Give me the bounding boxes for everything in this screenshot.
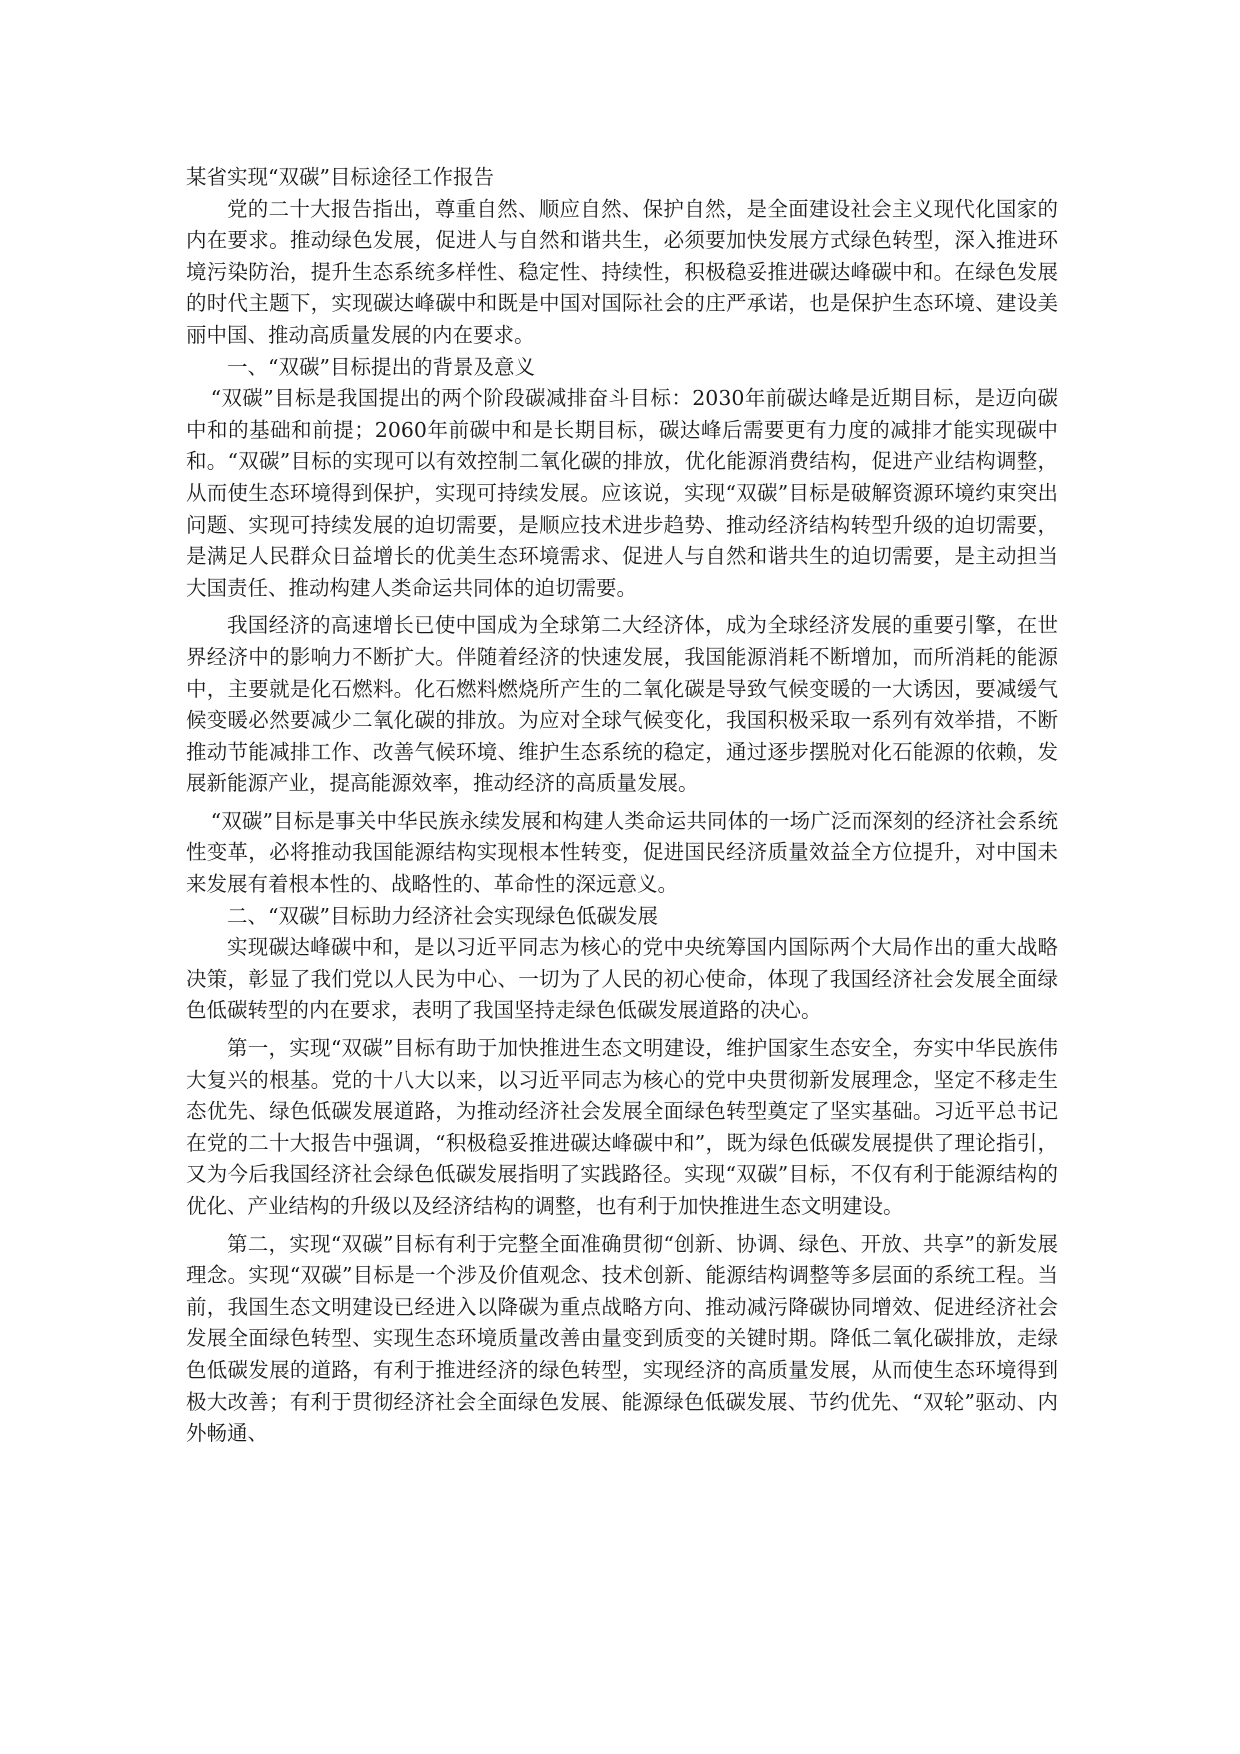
- paragraph-significance: “双碳”目标是事关中华民族永续发展和构建人类命运共同体的一场广泛而深刻的经济社会系统性变革，必将推动我国能源结构实现根本性转变，促进国民经济质量效益全方位提升，对中国未来发展有着根本性的、战略性的、革命性的深远意义。: [186, 808, 1058, 897]
- document-title: 某省实现“双碳”目标途径工作报告: [186, 165, 494, 189]
- paragraph-second: 第二，实现“双碳”目标有利于完整全面准确贯彻“创新、协调、绿色、开放、共享”的新发展理念。实现“双碳”目标是一个涉及价值观念、技术创新、能源结构调整等多层面的系统工程。当前，我国生态文明建设已经进入以降碳为重点战略方向、推动减污降碳协同增效、促进经济社会发展全面绿色转型、实现生态环境质量改善由量变到质变的关键时期。降低二氧化碳排放，走绿色低碳发展的道路，有利于推进经济的绿色转型，实现经济的高质量发展，从而使生态环境得到极大改善；有利于贯彻经济社会全面绿色发展、能源绿色低碳发展、节约优先、“双轮”驱动、内外畅通、: [186, 1231, 1058, 1446]
- paragraph-first: 第一，实现“双碳”目标有助于加快推进生态文明建设，维护国家生态安全，夯实中华民族伟大复兴的根基。党的十八大以来，以习近平同志为核心的党中央贯彻新发展理念，坚定不移走生态优先、绿色低碳发展道路，为推动经济社会发展全面绿色转型奠定了坚实基础。习近平总书记在党的二十大报告中强调，“积极稳妥推进碳达峰碳中和”，既为绿色低碳发展提供了理论指引，又为今后我国经济社会绿色低碳发展指明了实践路径。实现“双碳”目标，不仅有利于能源结构的优化、产业结构的升级以及经济结构的调整，也有利于加快推进生态文明建设。: [186, 1036, 1058, 1218]
- paragraph-background: “双碳”目标是我国提出的两个阶段碳减排奋斗目标：2030年前碳达峰是近期目标，是迈向碳中和的基础和前提；2060年前碳中和是长期目标，碳达峰后需要更有力度的减排才能实现碳中和。“双碳”目标的实现可以有效控制二氧化碳的排放，优化能源消费结构，促进产业结构调整，从而使生态环境得到保护，实现可持续发展。应该说，实现“双碳”目标是破解资源环境约束突出问题、实现可持续发展的迫切需要，是顺应技术进步趋势、推动经济结构转型升级的迫切需要，是满足人民群众日益增长的优美生态环境需求、促进人与自然和谐共生的迫切需要，是主动担当大国责任、推动构建人类命运共同体的迫切需要。: [186, 386, 1058, 600]
- paragraph-strategy: 实现碳达峰碳中和，是以习近平同志为核心的党中央统筹国内国际两个大局作出的重大战略决策，彰显了我们党以人民为中心、一切为了人民的初心使命，体现了我国经济社会发展全面绿色低碳转型的内在要求，表明了我国坚持走绿色低碳发展道路的决心。: [186, 935, 1058, 1023]
- section-heading-2: 二、“双碳”目标助力经济社会实现绿色低碳发展: [227, 903, 658, 928]
- paragraph-intro: 党的二十大报告指出，尊重自然、顺应自然、保护自然，是全面建设社会主义现代化国家的内在要求。推动绿色发展，促进人与自然和谐共生，必须要加快发展方式绿色转型，深入推进环境污染防治，提升生态系统多样性、稳定性、持续性，积极稳妥推进碳达峰碳中和。在绿色发展的时代主题下，实现碳达峰碳中和既是中国对国际社会的庄严承诺，也是保护生态环境、建设美丽中国、推动高质量发展的内在要求。: [186, 196, 1058, 347]
- section-heading-1: 一、“双碳”目标提出的背景及意义: [227, 354, 535, 379]
- document-page: [186, 162, 1058, 1450]
- paragraph-economy: 我国经济的高速增长已使中国成为全球第二大经济体，成为全球经济发展的重要引擎，在世界经济中的影响力不断扩大。伴随着经济的快速发展，我国能源消耗不断增加，而所消耗的能源中，主要就是化石燃料。化石燃料燃烧所产生的二氧化碳是导致气候变暖的一大诱因，要减缓气候变暖必然要减少二氧化碳的排放。为应对全球气候变化，我国积极采取一系列有效举措，不断推动节能减排工作、改善气候环境、维护生态系统的稳定，通过逐步摆脱对化石能源的依赖，发展新能源产业，提高能源效率，推动经济的高质量发展。: [186, 613, 1058, 796]
